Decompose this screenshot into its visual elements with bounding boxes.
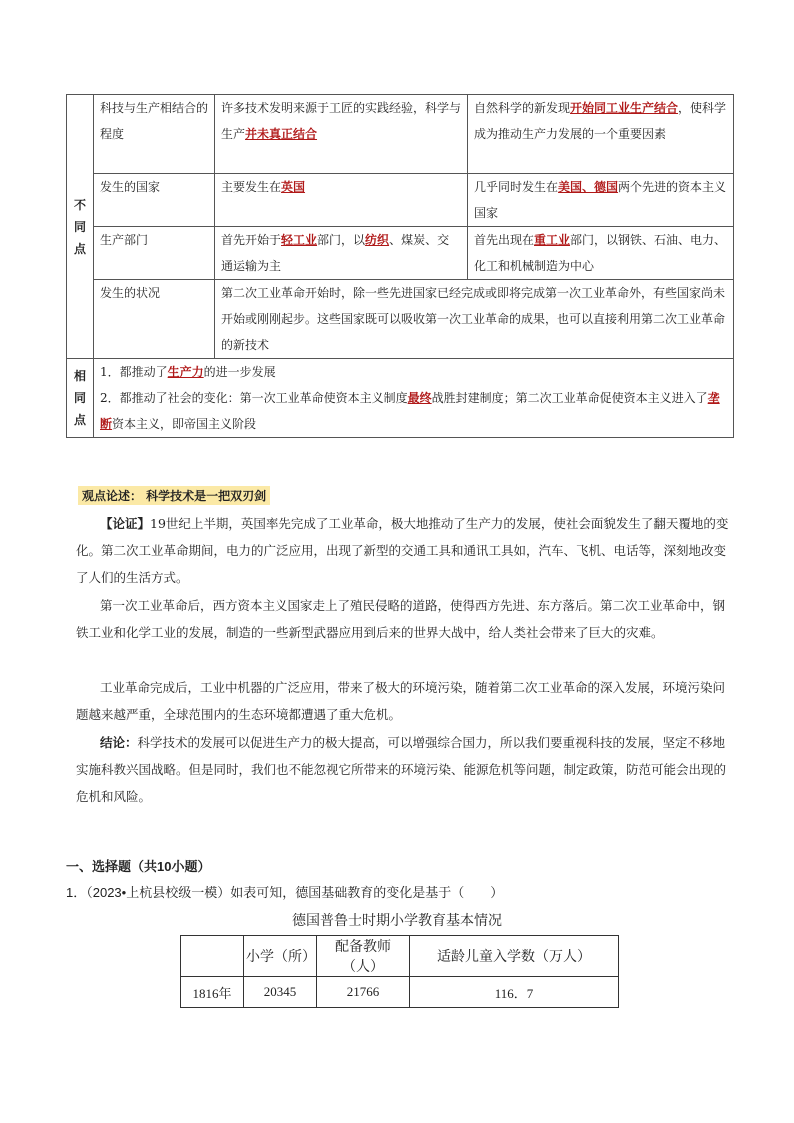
- section-title: 一、选择题（共10小题）: [66, 859, 211, 874]
- highlight-text: 美国、德国: [558, 180, 619, 194]
- first-revolution-cell: [215, 227, 468, 280]
- education-table: [180, 935, 619, 1008]
- merged-status-cell: 第二次工业革命开始时，除一些先进国家已经完成或即将完成第一次工业革命外，有些国家尚未开始或刚刚起步。这些国家既可以吸收第一次工业革命的成果，也可以直接利用第二次工业革命的新技术: [215, 280, 734, 359]
- cell-text: 首先开始于: [221, 233, 282, 247]
- highlight-text: 纺织: [365, 233, 390, 247]
- highlight-text: 轻工业: [281, 233, 318, 247]
- table-row: [67, 174, 734, 227]
- second-revolution-cell: [468, 95, 734, 174]
- highlight-text: 重工业: [534, 233, 571, 247]
- same-label: [67, 359, 94, 438]
- highlight-text: 最终: [407, 391, 432, 405]
- same-label-char: 同: [73, 391, 86, 405]
- cell-text: 部门，以: [317, 233, 366, 247]
- cell-text: 战胜封建制度；第二次工业革命促使资本主义进入了: [431, 391, 708, 405]
- cell-text: 部门，以钢铁、石油、电力、化工和机械制造为中心: [474, 233, 727, 273]
- table-row: [67, 227, 734, 280]
- cell-text: ，使科学成为推动生产力发展的一个重要因素: [474, 101, 727, 141]
- table-cell: 20345: [244, 977, 317, 1008]
- similarity-line: [100, 359, 727, 385]
- table-cell: 21766: [317, 977, 410, 1008]
- same-label-char: 点: [73, 413, 86, 427]
- highlight-text: 并未真正结合: [245, 127, 318, 141]
- header-cell: 小学（所）: [244, 936, 317, 977]
- comparison-table: [66, 94, 734, 438]
- table-row: [67, 95, 734, 174]
- argument-label: 【论证】: [100, 516, 151, 531]
- aspect-cell: 科技与生产相结合的程度: [94, 95, 215, 174]
- table-cell: 1816年: [181, 977, 244, 1008]
- cell-text: 的进一步发展: [203, 365, 276, 379]
- second-revolution-cell: [468, 174, 734, 227]
- first-revolution-cell: [215, 95, 468, 174]
- cell-text: 资本主义，即帝国主义阶段: [112, 417, 257, 431]
- same-label-char: 相: [73, 369, 86, 383]
- cell-text: 自然科学的新发现: [474, 101, 571, 115]
- diff-label-char: 不: [73, 197, 86, 212]
- first-revolution-cell: [215, 174, 468, 227]
- aspect-cell: 发生的国家: [94, 174, 215, 227]
- table-row: [67, 280, 734, 359]
- highlight-text: 生产力: [167, 365, 204, 379]
- table-caption: 德国普鲁士时期小学教育基本情况: [292, 912, 502, 928]
- cell-text: 首先出现在: [474, 233, 535, 247]
- header-cell: 适龄儿童入学数（万人）: [410, 936, 619, 977]
- table-row: [67, 359, 734, 438]
- conclusion-paragraph: [76, 729, 736, 810]
- similarities-cell: [94, 359, 734, 438]
- paragraph: 第一次工业革命后，西方资本主义国家走上了殖民侵略的道路，使得西方先进、东方落后。第二次工业革命中，钢铁工业和化学工业的发展，制造的一些新型武器应用到后来的世界大战中，给人类社会带来了巨大的灾难。: [76, 598, 726, 640]
- cell-text: 许多技术发明来源于工匠的实践经验，科学与生产: [221, 101, 462, 141]
- cell-text: 主要发生在: [221, 180, 282, 194]
- table-row: [181, 977, 619, 1008]
- cell-text: 两个先进的资本主义国家: [474, 180, 727, 220]
- second-revolution-cell: [468, 227, 734, 280]
- paragraph-text: 19世纪上半期，英国率先完成了工业革命，极大地推动了生产力的发展，使社会面貌发生了翻天覆地的变化。第二次工业革命期间，电力的广泛应用，出现了新型的交通工具和通讯工具如，汽车、飞机、电话等，深刻地改变了人们的生活方式。: [76, 516, 729, 585]
- conclusion-label: 结论：: [100, 735, 138, 750]
- diff-label: [67, 95, 94, 359]
- aspect-cell: 发生的状况: [94, 280, 215, 359]
- highlight-text: 垄断: [100, 391, 720, 431]
- highlight-text: 英国: [281, 180, 306, 194]
- paragraph-text: 科学技术的发展可以促进生产力的极大提高，可以增强综合国力，所以我们要重视科技的发展，坚定不移地实施科教兴国战略。但是同时，我们也不能忽视它所带来的环境污染、能源危机等问题，制定政策，防范可能会出现的危机和风险。: [76, 735, 727, 804]
- similarity-line: [100, 385, 727, 437]
- cell-text: 1．都推动了: [100, 365, 168, 379]
- highlight-text: 开始同工业生产结合: [570, 101, 679, 115]
- question-stem: 1．（2023•上杭县校级一模）如表可知，德国基础教育的变化是基于（ ）: [66, 885, 504, 900]
- table-cell: 116．7: [410, 977, 619, 1008]
- paragraph: 工业革命完成后，工业中机器的广泛应用，带来了极大的环境污染，随着第二次工业革命的深入发展，环境污染问题越来越严重，全球范围内的生态环境都遭遇了重大危机。: [76, 680, 726, 722]
- viewpoint-title: 观点论述： 科学技术是一把双刃剑: [78, 486, 270, 505]
- diff-label-char: 同: [73, 219, 86, 234]
- header-cell: 配备教师（人）: [317, 936, 410, 977]
- header-cell: [181, 936, 244, 977]
- cell-text: 、煤炭、交通运输为主: [221, 233, 450, 273]
- aspect-cell: 生产部门: [94, 227, 215, 280]
- cell-text: 2．都推动了社会的变化：第一次工业革命使资本主义制度: [100, 391, 408, 405]
- cell-text: 几乎同时发生在: [474, 180, 559, 194]
- argument-paragraph: [76, 510, 736, 591]
- diff-label-char: 点: [73, 241, 86, 256]
- table-header-row: [181, 936, 619, 977]
